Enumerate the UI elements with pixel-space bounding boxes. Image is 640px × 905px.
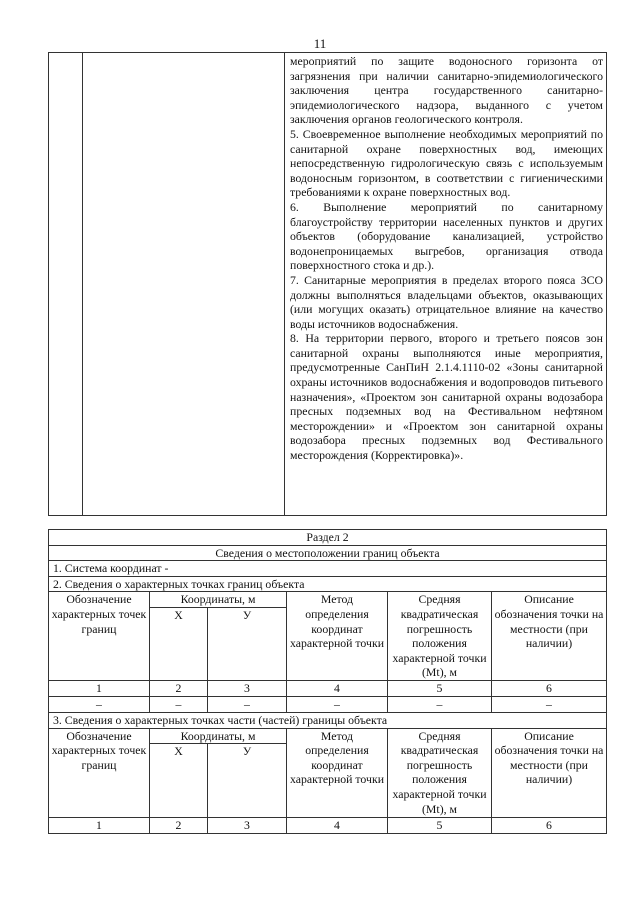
measures-paragraph: 7. Санитарные мероприятия в пределах второго пояса ЗСО должны выполняться владельцами объектов, оказывающих (или могущих оказать) отрицательное влияние на качество воды источников водоснабжения.	[290, 272, 603, 331]
coordinates-header: Координаты, м	[150, 728, 287, 744]
method-header: Метод определения координат характерной точки	[287, 728, 388, 817]
column-number: 1	[49, 681, 150, 697]
table-row	[49, 697, 607, 713]
section-subtitle: Сведения о местоположении границ объекта	[49, 545, 607, 561]
points-heading: 2. Сведения о характерных точках границ объекта	[49, 576, 607, 592]
coordinate-system: 1. Система координат -	[49, 561, 607, 577]
y-header: У	[208, 608, 287, 681]
designation-header: Обозначение характерных точек границ	[49, 592, 150, 681]
coordinates-header: Координаты, м	[150, 592, 287, 608]
table-header-row	[49, 728, 607, 744]
measures-cell	[285, 53, 607, 516]
error-header: Средняя квадратическая погрешность положения характерной точки (Mt), м	[388, 728, 492, 817]
designation-header: Обозначение характерных точек границ	[49, 728, 150, 817]
measures-continuation-table	[48, 52, 607, 516]
column-numbers-row	[49, 681, 607, 697]
table-cell: –	[287, 697, 388, 713]
column-number: 3	[208, 817, 287, 833]
part-points-heading: 3. Сведения о характерных точках части (частей) границы объекта	[49, 712, 607, 728]
column-number: 2	[150, 817, 208, 833]
x-header: X	[150, 744, 208, 817]
error-header: Средняя квадратическая погрешность положения характерной точки (Mt), м	[388, 592, 492, 681]
table-cell: –	[150, 697, 208, 713]
empty-name-cell	[83, 53, 285, 516]
column-number: 1	[49, 817, 150, 833]
section-2-table	[48, 529, 607, 834]
y-header: У	[208, 744, 287, 817]
description-header: Описание обозначения точки на местности (при наличии)	[492, 592, 607, 681]
column-number: 6	[492, 681, 607, 697]
column-number: 2	[150, 681, 208, 697]
table-cell: –	[492, 697, 607, 713]
column-number: 3	[208, 681, 287, 697]
table-cell: –	[208, 697, 287, 713]
measures-paragraph: 8. На территории первого, второго и третьего поясов зон санитарной охраны выполняются иные мероприятия, предусмотренные СанПиН 2.1.4.1110-02 «Зоны санитарной охраны источников водоснабжения и водопроводов питьевого назначения», «Проектом зон санитарной охраны водозабора пресных подземных вод на Фестивальном нефтяном месторождении» и «Проектом зон санитарной охраны водозабора пресных подземных вод Фестивального месторождения (Корректировка)».	[290, 331, 603, 463]
empty-number-cell	[49, 53, 83, 516]
column-number: 6	[492, 817, 607, 833]
x-header: X	[150, 608, 208, 681]
column-number: 4	[287, 817, 388, 833]
table-cell: –	[388, 697, 492, 713]
description-header: Описание обозначения точки на местности (при наличии)	[492, 728, 607, 817]
table-header-row	[49, 592, 607, 608]
column-number: 5	[388, 817, 492, 833]
method-header: Метод определения координат характерной точки	[287, 592, 388, 681]
section-title: Раздел 2	[49, 530, 607, 546]
table-row	[49, 53, 607, 516]
measures-paragraph: 6. Выполнение мероприятий по санитарному благоустройству территории населенных пунктов и других объектов (оборудование канализацией, устройство водонепроницаемых выгребов, организация отвода поверхностного стока и др.).	[290, 199, 603, 273]
column-number: 4	[287, 681, 388, 697]
column-numbers-row	[49, 817, 607, 833]
page-number: 11	[313, 36, 327, 51]
measures-paragraph: мероприятий по защите водоносного горизонта от загрязнения при наличии санитарно-эпидемиологического заключения центра государственного санитарно-эпидемиологического надзора, выданного с учетом заключения органов геологического контроля.	[290, 54, 603, 127]
measures-paragraph: 5. Своевременное выполнение необходимых мероприятий по санитарной охране поверхностных вод, имеющих непосредственную гидрологическую связь с используемым водоносным горизонтом, в соответствии с гигиеническими требованиями к охране поверхностных вод.	[290, 126, 603, 200]
column-number: 5	[388, 681, 492, 697]
table-cell: –	[49, 697, 150, 713]
